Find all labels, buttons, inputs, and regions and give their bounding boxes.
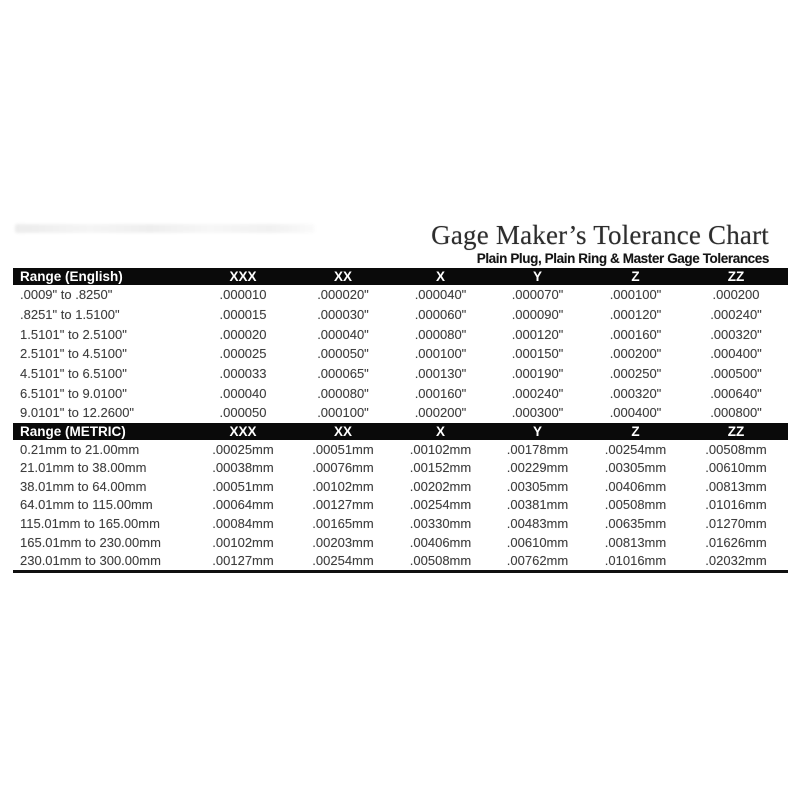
column-header-z: Z [587,423,684,440]
value-cell: .000020" [317,287,369,303]
value-cell: .01626mm [705,534,767,550]
table-row [13,364,788,384]
range-cell: 230.01mm to 300.00mm [20,553,161,569]
column-header-zz: ZZ [684,268,788,285]
value-cell: .00254mm [604,441,667,457]
value-cell: .00381mm [506,497,569,513]
table-row [13,458,788,477]
value-cell: .000030" [317,307,369,323]
value-cell: .00178mm [506,441,569,457]
value-cell: .00064mm [212,497,274,513]
value-cell: .000640" [710,385,762,401]
value-cell: .00038mm [212,460,274,476]
column-header-xxx: XXX [193,268,293,285]
value-cell: .000065" [317,366,369,382]
table-row [13,403,788,423]
value-cell: .00127mm [312,497,374,513]
value-cell: .000060" [414,307,467,323]
value-cell: .000150" [511,346,564,362]
range-cell: 1.5101" to 2.5100" [20,326,127,342]
range-cell: 115.01mm to 165.00mm [20,515,160,531]
value-cell: .00202mm [409,478,472,494]
value-cell: .00483mm [506,515,569,531]
range-cell: 2.5101" to 4.5100" [20,346,127,362]
value-cell: .00762mm [506,553,569,569]
column-header-y: Y [488,268,587,285]
table-row [13,533,788,552]
value-cell: .00165mm [312,515,374,531]
value-cell: .000250" [609,366,662,382]
value-cell: .00102mm [409,441,472,457]
value-cell: .00508mm [604,497,667,513]
value-cell: .000240" [511,385,564,401]
value-cell: .00229mm [506,460,569,476]
value-cell: .00508mm [705,441,767,457]
value-cell: .000240" [710,307,762,323]
value-cell: .000300" [511,405,564,421]
table-row [13,440,788,459]
value-cell: .000400" [710,346,762,362]
faded-print-artifact [15,224,315,233]
value-cell: .00635mm [604,515,667,531]
value-cell: .000080" [317,385,369,401]
value-cell: .000200" [414,405,467,421]
section-header-english: Range (English) [13,268,193,285]
value-cell: .00813mm [705,478,767,494]
range-cell: 64.01mm to 115.00mm [20,497,153,513]
column-header-x: X [393,268,488,285]
value-cell: .000050 [219,405,267,421]
page-subtitle: Plain Plug, Plain Ring & Master Gage Tolerances [476,251,769,266]
table-row [13,383,788,403]
header-bar [13,423,788,440]
value-cell: .02032mm [705,553,767,569]
value-cell: .000500" [710,366,762,382]
value-cell: .000070" [511,287,564,303]
value-cell: .00610mm [705,460,767,476]
value-cell: .00330mm [409,515,472,531]
value-cell: .000025 [219,346,267,362]
value-cell: .000100" [609,287,662,303]
value-cell: .00084mm [212,515,274,531]
value-cell: .00406mm [604,478,667,494]
range-cell: 4.5101" to 6.5100" [20,366,127,382]
column-header-x: X [393,423,488,440]
range-cell: 38.01mm to 64.00mm [20,478,147,494]
value-cell: .00076mm [312,460,374,476]
header-bar [13,268,788,285]
value-cell: .000080" [414,326,467,342]
range-cell: 165.01mm to 230.00mm [20,534,161,550]
table-row [13,551,788,571]
table-row [13,285,788,305]
value-cell: .000100" [317,405,369,421]
value-cell: .000020 [219,326,267,342]
column-header-xx: XX [293,268,393,285]
value-cell: .00051mm [312,441,374,457]
value-cell: .00406mm [409,534,472,550]
value-cell: .01270mm [705,515,767,531]
value-cell: .00305mm [506,478,569,494]
range-cell: 9.0101" to 12.2600" [20,405,135,421]
value-cell: .00102mm [312,478,374,494]
range-cell: 0.21mm to 21.00mm [20,441,140,457]
table-row [13,496,788,515]
value-cell: .00102mm [212,534,274,550]
value-cell: .01016mm [604,553,667,569]
value-cell: .000040 [219,385,267,401]
value-cell: .00025mm [212,441,274,457]
value-cell: .01016mm [705,497,767,513]
column-header-xx: XX [293,423,393,440]
value-cell: .00203mm [312,534,374,550]
value-cell: .00152mm [409,460,472,476]
value-cell: .00813mm [604,534,667,550]
value-cell: .000033 [219,366,267,382]
value-cell: .000120" [609,307,662,323]
column-header-zz: ZZ [684,423,788,440]
column-header-xxx: XXX [193,423,293,440]
column-header-z: Z [587,268,684,285]
range-cell: .8251" to 1.5100" [20,307,120,323]
value-cell: .000130" [414,366,467,382]
value-cell: .00508mm [409,553,472,569]
metric-table-section [13,423,788,573]
english-table-section [13,268,788,423]
value-cell: .000090" [511,307,564,323]
value-cell: .000200 [712,287,760,303]
value-cell: .000100" [414,346,467,362]
table-row [13,305,788,325]
value-cell: .00127mm [212,553,274,569]
value-cell: .000190" [511,366,564,382]
table-row [13,324,788,344]
value-cell: .000800" [710,405,762,421]
tolerance-table-english [13,268,788,423]
value-cell: .00610mm [506,534,569,550]
value-cell: .000050" [317,346,369,362]
value-cell: .000010 [219,287,267,303]
value-cell: .000120" [511,326,564,342]
value-cell: .000040" [414,287,467,303]
section-header-metric: Range (METRIC) [13,423,193,440]
value-cell: .00051mm [212,478,274,494]
table-row [13,344,788,364]
value-cell: .000160" [609,326,662,342]
title-block [431,220,769,266]
value-cell: .00254mm [312,553,374,569]
value-cell: .00254mm [409,497,472,513]
tolerance-tables [13,268,788,573]
value-cell: .00305mm [604,460,667,476]
value-cell: .000320" [710,326,762,342]
table-row [13,477,788,496]
range-cell: .0009" to .8250" [20,287,113,303]
range-cell: 6.5101" to 9.0100" [20,385,127,401]
range-cell: 21.01mm to 38.00mm [20,460,147,476]
table-row [13,514,788,533]
value-cell: .000015 [219,307,267,323]
value-cell: .000040" [317,326,369,342]
value-cell: .000320" [609,385,662,401]
tolerance-table-metric [13,423,788,573]
column-header-y: Y [488,423,587,440]
value-cell: .000160" [414,385,467,401]
value-cell: .000400" [609,405,662,421]
page-title: Gage Maker’s Tolerance Chart [431,220,769,250]
value-cell: .000200" [609,346,662,362]
